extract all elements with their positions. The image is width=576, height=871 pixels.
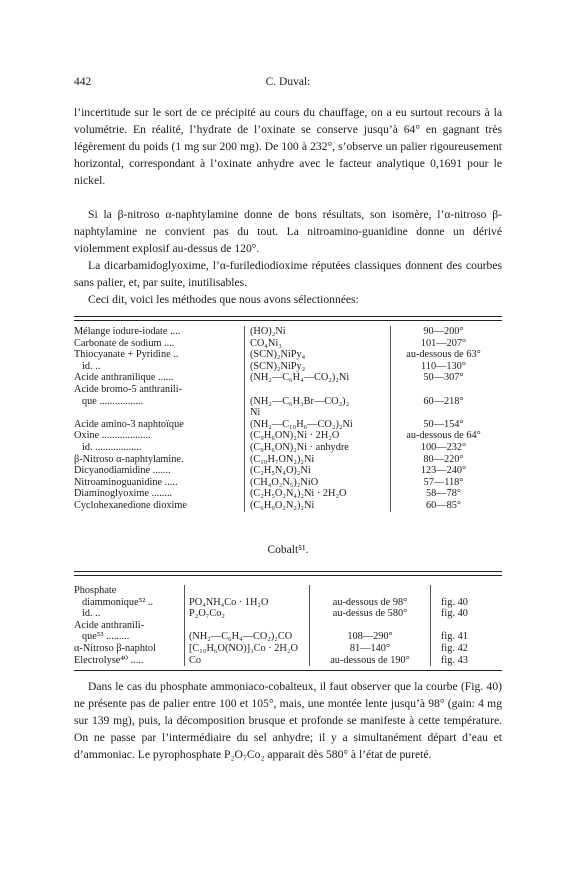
table-cell: (C₆H₉O₂N₂)₂Ni — [245, 500, 391, 512]
table-row — [74, 643, 502, 655]
table-cell: β-Nitroso α-naphtylamine. — [74, 453, 184, 465]
table-row — [74, 396, 502, 408]
table-row — [74, 326, 502, 338]
table-row — [74, 620, 502, 632]
table-cell: Oxine ................... — [74, 430, 151, 442]
table-top-rule — [74, 316, 502, 317]
table-cell — [391, 384, 503, 396]
table-cell: 80—220° — [391, 454, 503, 466]
cobalt-methods-table — [74, 585, 502, 666]
table-cell: Acide amino-3 naphtoïque — [74, 418, 184, 430]
table-row — [74, 349, 502, 361]
table-cell: [C₁₀H₆O(NO)]₃Co · 2H₂O — [185, 643, 310, 655]
table-cell — [74, 407, 245, 419]
table-cell — [245, 384, 391, 396]
table-row — [74, 465, 502, 477]
table-cell: (SCN)₂NiPy₂ — [245, 361, 391, 373]
table-cell: fig. 43 — [431, 655, 503, 667]
table-row — [74, 384, 502, 396]
table-cell: (C₁₀H₇ON₂)₂Ni — [245, 454, 391, 466]
cobalt-table-top-rule — [74, 571, 502, 572]
paragraph-1: l’incertitude sur le sort de ce précipité au cours du chauffage, on a eu surtout recours à la volumétrie. En réalité, l’hydrate de l’oxinate se conserve jusqu’à 64° en gagnant très légèrement du poids (1 mg sur 200 mg). De 100 à 232°, s’observe un palier rigoureusement horizontal, correspondant à l’oxinate anhydre avec le facteur analytique 0,1691 pour le nickel. — [74, 106, 502, 188]
table-row — [74, 477, 502, 489]
table-cell: Phosphate — [74, 585, 117, 596]
table-cell: fig. 41 — [431, 631, 503, 643]
table-cell: Cyclohexanedione dioxime — [74, 499, 187, 511]
table-cell: 60—85° — [391, 500, 503, 512]
table-cell: (NH₂—C₆H₃Br—CO₂)₂ — [245, 396, 391, 408]
table-cell: (NH₂—C₆H₄—CO₂)₂Ni — [245, 372, 391, 384]
table-row — [74, 608, 502, 620]
table-cell: 101—207° — [391, 338, 503, 350]
table-row — [74, 372, 502, 384]
table-cell: P₂O₇Co₂ — [185, 608, 310, 620]
table-cell: 60—218° — [391, 396, 503, 408]
table-cell: au-dessous de 190° — [310, 655, 431, 667]
table-cell: (HO)₂Ni — [245, 326, 391, 338]
table-row — [74, 631, 502, 643]
table-cell: fig. 40 — [431, 608, 503, 620]
table-cell: Acide anthranili- — [74, 619, 145, 631]
table-cell: au-dessus de 580° — [310, 608, 431, 620]
table-cell: Ni — [245, 407, 391, 419]
table-cell — [431, 585, 503, 597]
table-cell: 58—78° — [391, 488, 503, 500]
table-cell: au-dessous de 63° — [391, 349, 503, 361]
table-row — [74, 338, 502, 350]
table-cell — [310, 620, 431, 632]
table-row — [74, 488, 502, 500]
table-cell: au-dessous de 98° — [310, 597, 431, 609]
table-row — [74, 655, 502, 667]
cobalt-heading: Cobalt⁵¹. — [267, 544, 309, 556]
table-cell: Acide bromo-5 anthranili- — [74, 383, 183, 395]
table-cell: 90—200° — [391, 326, 503, 338]
table-cell: que⁵³ ......... — [82, 631, 130, 643]
table-cell: (C₉H₆ON)₂Ni · anhydre — [245, 442, 391, 454]
table-cell: Carbonate de sodium .... — [74, 337, 175, 349]
paragraph-4: Ceci dit, voici les méthodes que nous avons sélectionnées: — [88, 293, 359, 306]
running-author: C. Duval: — [265, 76, 311, 88]
table-cell: Thiocyanate + Pyridine .. — [74, 349, 179, 361]
table-cell: que ................. — [82, 395, 144, 407]
table-top-rule-2 — [74, 320, 502, 321]
table-cell: (CH₄O₂N₅)₂NiO — [245, 477, 391, 489]
table-cell: Mélange iodure-iodate .... — [74, 326, 181, 337]
table-cell — [431, 620, 503, 632]
table-cell: (C₂H₅O₂N₄)₂Ni · 2H₂O — [245, 488, 391, 500]
table-cell: Diaminoglyoxime ........ — [74, 488, 173, 500]
table-cell: 123—240° — [391, 465, 503, 477]
table-cell: (C₂H₅N₄O)₂Ni — [245, 465, 391, 477]
nickel-methods-table — [74, 326, 502, 512]
table-cell: Acide anthranilique ...... — [74, 372, 174, 384]
table-cell: id. .. — [82, 608, 101, 620]
table-cell: 50—307° — [391, 372, 503, 384]
paragraph-5: Dans le cas du phosphate ammoniaco-cobalteux, il faut observer que la courbe (Fig. 40) ne présente pas de palier entre 100 et 105°, mais, une montée lente jusqu’à 98° (gain: 4 mg sur 139 mg), puis, la décomposition brusque et profonde se manifeste à cette température. On ne passe par l’intermédiaire du sel anhydre; il y a simultanément départ d’eau et d’ammoniac. Le pyrophosphate P₂O₇Co₂ apparait dès 580° à l’état de pureté. — [74, 680, 502, 762]
table-cell: fig. 42 — [431, 643, 503, 655]
table-cell: id. .................. — [82, 441, 142, 453]
table-cell: Electrolyse⁴⁰ ..... — [74, 654, 144, 666]
table-row — [74, 361, 502, 373]
table-cell: (NH₂—C₆H₄—CO₂)₂CO — [185, 631, 310, 643]
table-cell: 81—140° — [310, 643, 431, 655]
table-row — [74, 454, 502, 466]
table-cell: (C₉H₆ON)₂Ni · 2H₂O — [245, 430, 391, 442]
table-row — [74, 585, 502, 597]
table-cell: 110—130° — [391, 361, 503, 373]
table-row — [74, 430, 502, 442]
table-cell: 108—290° — [310, 631, 431, 643]
table-cell: PO₄NH₄Co · 1H₂O — [185, 597, 310, 609]
table-cell: id. .. — [82, 360, 101, 372]
paragraph-2: Si la β-nitroso α-naphtylamine donne de bons résultats, son isomère, l’α-nitroso β-naphtylamine ne convient pas du tout. La nitroamino-guanidine donne un dérivé violemment explosif au-dessus de 120°. — [74, 208, 502, 256]
table-cell — [391, 407, 503, 419]
table-cell: (SCN)₂NiPy₄ — [245, 349, 391, 361]
table-row — [74, 442, 502, 454]
table-cell: α-Nitroso β-naphtol — [74, 642, 156, 654]
table-row — [74, 419, 502, 431]
cobalt-table-top-rule-2 — [74, 575, 502, 576]
table-cell: Dicyanodiamidine ....... — [74, 465, 171, 477]
table-cell: Co — [185, 655, 310, 667]
page-number: 442 — [74, 76, 92, 88]
table-cell — [185, 620, 310, 632]
table-row — [74, 597, 502, 609]
table-cell — [310, 585, 431, 597]
table-cell: diammonique⁵² .. — [82, 596, 154, 608]
cobalt-table-bottom-rule — [74, 670, 502, 671]
table-cell: CO₄Ni₃ — [245, 338, 391, 350]
table-row — [74, 500, 502, 512]
table-cell: (NH₂—C₁₀H₆—CO₂)₂Ni — [245, 419, 391, 431]
paragraph-3: La dicarbamidoglyoxime, l’α-furilediodioxime réputées classiques donnent des courbes sans palier, et, par suite, inutilisables. — [74, 259, 502, 290]
table-cell: 100—232° — [391, 442, 503, 454]
table-cell: 57—118° — [391, 477, 503, 489]
table-cell: Nitroaminoguanidine ..... — [74, 476, 178, 488]
table-cell: au-dessous de 64° — [391, 430, 503, 442]
table-row — [74, 407, 502, 419]
table-cell: 50—154° — [391, 419, 503, 431]
table-cell: fig. 40 — [431, 597, 503, 609]
table-cell — [185, 585, 310, 597]
